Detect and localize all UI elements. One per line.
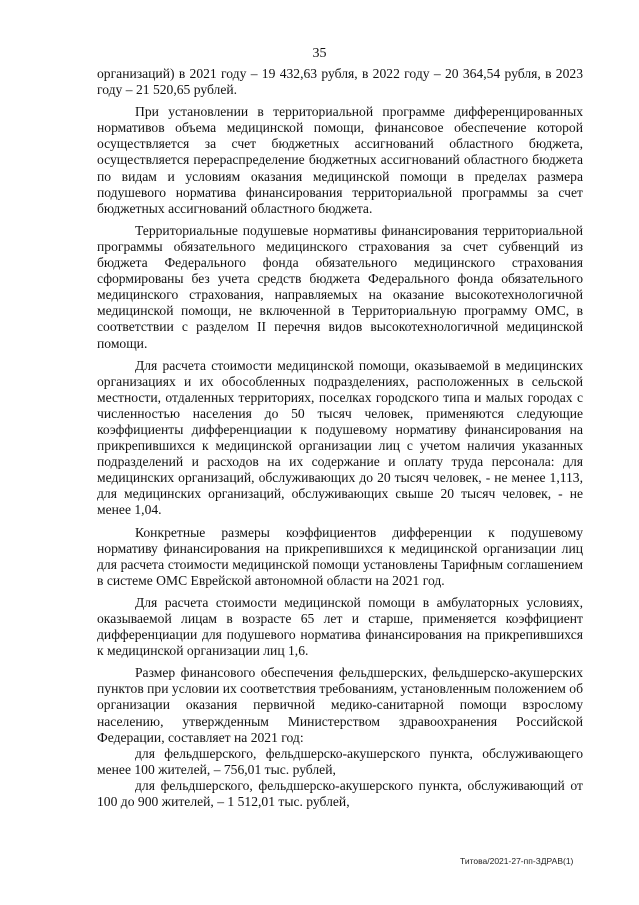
paragraph-differentiated-norms: При установлении в территориальной программе дифференцированных нормативов объема медицинской помощи, финансовое обеспечение которой осуществляется за счет бюджетных ассигнований областного бюджета, осуществляется перераспределение бюджетных ассигнований областного бюджета по видам и условиям оказания медицинской помощи в пределах размера подушевого норматива финансирования территориальной программы за счет бюджетных ассигнований областного бюджета. — [97, 104, 583, 216]
list-item-100-to-900: для фельдшерского, фельдшерско-акушерского пункта, обслуживающий от 100 до 900 жителей, – 1 512,01 тыс. рублей, — [97, 777, 583, 810]
list-item-under-100: для фельдшерского, фельдшерско-акушерского пункта, обслуживающего менее 100 жителей, – 756,01 тыс. рублей, — [97, 745, 583, 777]
paragraph-differentiation-coefficients: Для расчета стоимости медицинской помощи, оказываемой в медицинских организациях и их обособленных подразделениях, расположенных в сельской местности, отдаленных территориях, поселках городского типа и малых городах с численностью населения до 50 тысяч человек, применяются следующие коэффициенты дифференциации к подушевому нормативу финансирования на прикрепившихся к медицинской организации лиц с учетом наличия указанных подразделений и расходов на их содержание и оплату труда персонала: для медицинских организаций, обслуживающих до 20 тысяч человек, - не менее 1,113, для медицинских организаций, обслуживающих свыше 20 тысяч человек, - не менее 1,04. — [97, 357, 583, 518]
paragraph-elderly-coefficient: Для расчета стоимости медицинской помощи в амбулаторных условиях, оказываемой лицам в возрасте 65 лет и старше, применяется коэффициент дифференциации для подушевого норматива финансирования на прикрепившихся к медицинской организации лиц 1,6. — [97, 594, 583, 659]
document-body — [97, 66, 583, 810]
paragraph-per-capita-norms: Территориальные подушевые нормативы финансирования территориальной программы обязательного медицинского страхования за счет субвенций из бюджета Федерального фонда обязательного медицинского страхования сформированы без учета средств бюджета Федерального фонда обязательного медицинского страхования, направляемых на оказание высокотехнологичной медицинской помощи, не включенной в Территориальную программу ОМС, в соответствии с разделом II перечня видов высокотехнологичной медицинской помощи. — [97, 222, 583, 351]
paragraph-feldsher-funding: Размер финансового обеспечения фельдшерских, фельдшерско-акушерских пунктов при условии их соответствия требованиям, установленным положением об организации оказания первичной медико-санитарной помощи взрослому населению, утвержденным Министерством здравоохранения Российской Федерации, составляет на 2021 год: — [97, 665, 583, 745]
paragraph-continuation: организаций) в 2021 году – 19 432,63 рубля, в 2022 году – 20 364,54 рубля, в 2023 году – 21 520,65 рублей. — [97, 66, 583, 98]
page-number: 35 — [312, 46, 327, 61]
paragraph-tariff-agreement: Конкретные размеры коэффициентов дифференции к подушевому нормативу финансирования на прикрепившихся к медицинской организации лиц для расчета стоимости медицинской помощи установлены Тарифным соглашением в системе ОМС Еврейской автономной области на 2021 год. — [97, 524, 583, 588]
document-footer-reference: Титова/2021-27-пп-ЗДРАВ(1) — [460, 856, 574, 866]
